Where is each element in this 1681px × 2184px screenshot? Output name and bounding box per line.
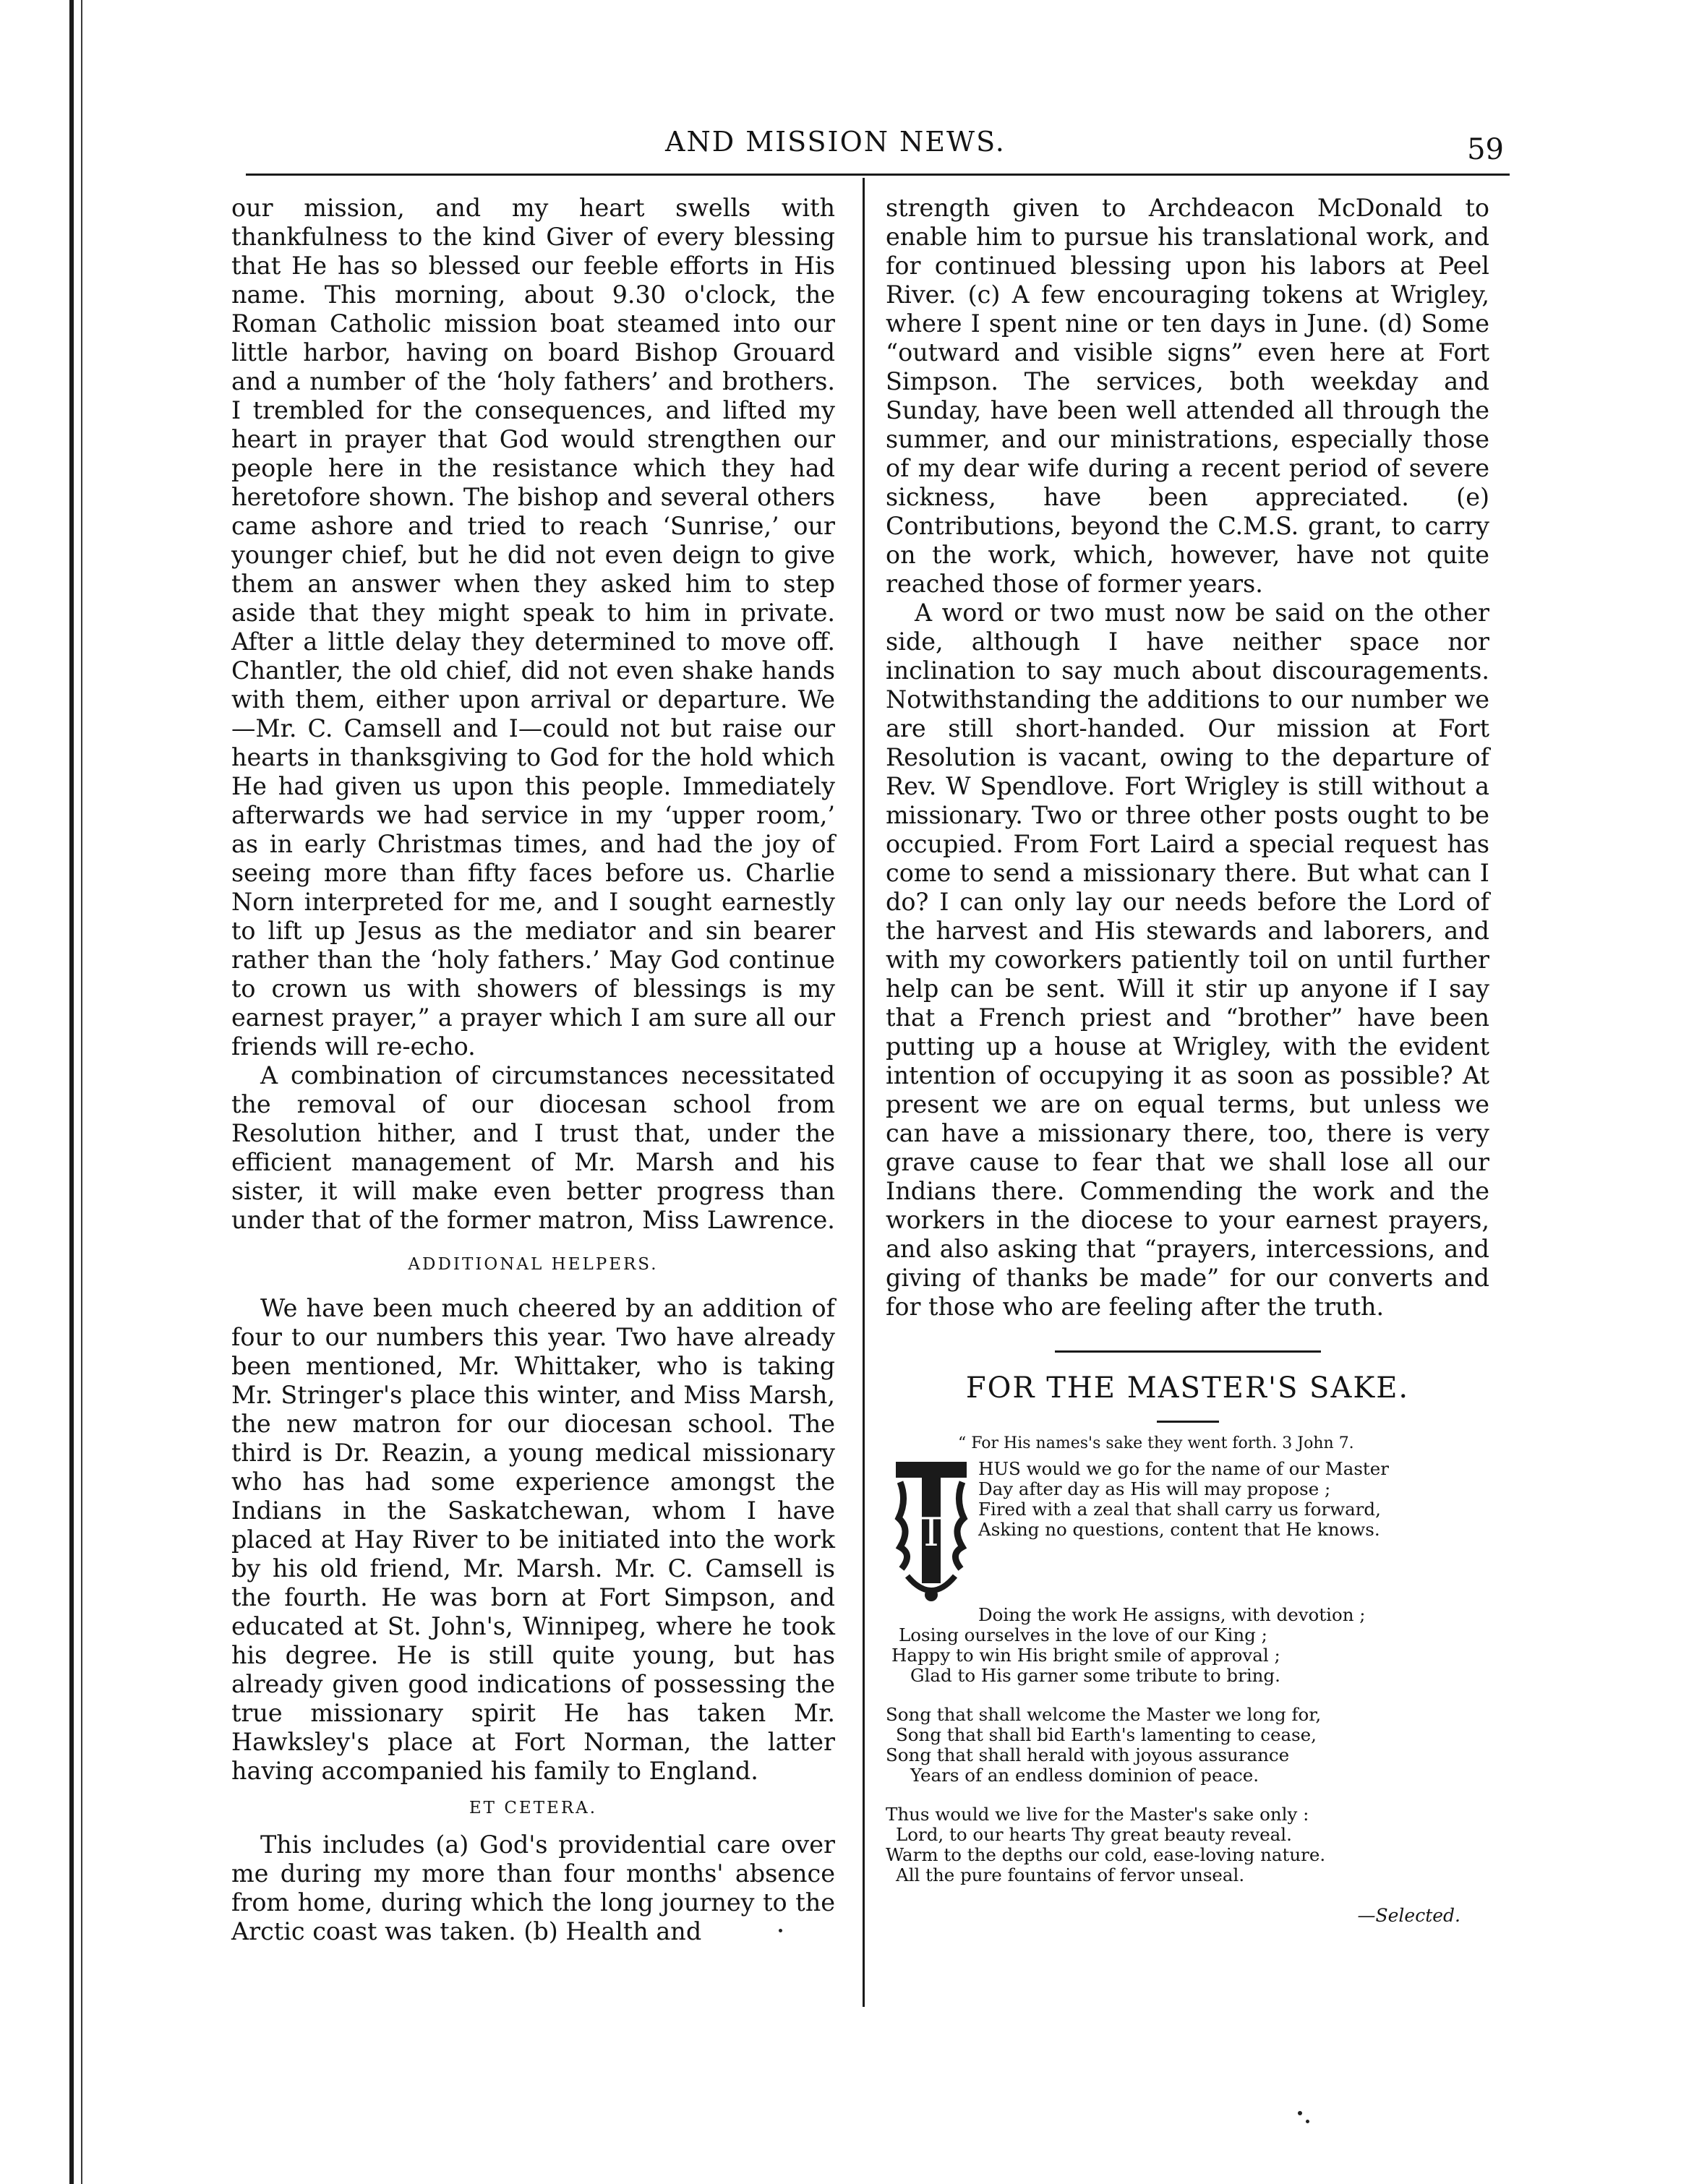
column-divider bbox=[863, 178, 865, 2007]
poem-line: Glad to His garner some tribute to bring. bbox=[910, 1665, 1280, 1686]
title-rule bbox=[1157, 1421, 1219, 1423]
section-heading-additional-helpers: ADDITIONAL HELPERS. bbox=[408, 1255, 659, 1274]
poem-line: Doing the work He assigns, with devotion ; bbox=[978, 1604, 1366, 1625]
paragraph: A word or two must now be said on the other side, although I have neither space nor inclination to say much about discouragements. Notwithstanding the additions to our number we are still short-handed. Our mission at Fort Resolution is vacant, owing to the departure of Rev. W Spendlove. Fort Wrigley is still without a missionary. Two or three other posts ought to be occupied. From Fort Laird a special request has come to send a missionary there. But what can I do? I can only lay our needs before the Lord of the harvest and His stewards and laborers, and with my coworkers patiently toil on until further help can be sent. Will it stir up anyone if I say that a French priest and “brother” have been putting up a house at Wrigley, with the evident intention of occupying it as soon as possible? At present we are on equal terms, but unless we can have a missionary there, too, there is very grave cause to fear that we shall lose all our Indians there. Commending the work and the workers in the diocese to your earnest prayers, and also asking that “prayers, intercessions, and giving of thanks be made” for our converts and for those who are feeling after the truth. bbox=[886, 599, 1489, 1321]
poem-stanza bbox=[886, 1705, 1489, 1786]
poem-line: Song that shall welcome the Master we long for, bbox=[886, 1704, 1322, 1725]
poem-line: Years of an endless dominion of peace. bbox=[910, 1765, 1259, 1786]
poem-stanza bbox=[886, 1804, 1489, 1885]
poem-stanza bbox=[886, 1459, 1489, 1686]
scan-speck bbox=[1298, 2111, 1302, 2115]
scan-speck bbox=[1306, 2120, 1309, 2123]
ornamental-drop-cap-icon bbox=[893, 1460, 970, 1608]
page-header bbox=[246, 123, 1511, 166]
scan-speck bbox=[779, 1929, 782, 1932]
poem-epigraph: “ For His names's sake they went forth. 3 John 7. bbox=[958, 1434, 1354, 1452]
paragraph: our mission, and my heart swells with thankfulness to the kind Giver of every blessing that He has so blessed our feeble efforts in His name. This morning, about 9.30 o'clock, the Roman Catholic mission boat steamed into our little harbor, having on board Bishop Grouard and a number of the ‘holy fathers’ and brothers. I trembled for the consequences, and lifted my heart in prayer that God would strengthen our people here in the resistance which they had heretofore shown. The bishop and several others came ashore and tried to reach ‘Sunrise,’ our younger chief, but he did not even deign to give them an answer when they asked him to step aside that they might speak to him in private. After a little delay they determined to move off. Chantler, the old chief, did not even shake hands with them, either upon arrival or departure. We—Mr. C. Camsell and I—could not but raise our hearts in thanksgiving to God for the hold which He had given us upon this people. Immediately afterwards we had service in my ‘upper room,’ as in early Christmas times, and had the joy of seeing more than fifty faces before us. Charlie Norn interpreted for me, and I sought earnestly to lift up Jesus as the mediator and sin bearer rather than the ‘holy fathers.’ May God continue to crown us with showers of blessings is my earnest prayer,” a prayer which I am sure all our friends will re-echo. bbox=[231, 194, 835, 1061]
poem-line: Fired with a zeal that shall carry us forward, bbox=[978, 1499, 1381, 1520]
svg-text:T: T bbox=[918, 1509, 945, 1555]
paragraph: strength given to Archdeacon McDonald to enable him to pursue his translational work, and for continued blessing upon his labors at Peel River. (c) A few encouraging tokens at Wrigley, where I spent nine or ten days in June. (d) Some “outward and visible signs” even here at Fort Simpson. The services, both weekday and Sunday, have been well attended all through the summer, and our ministrations, especially those of my dear wife during a recent period of severe sickness, have been appreciated. (e) Contributions, beyond the C.M.S. grant, to carry on the work, which, however, have not quite reached those of former years. bbox=[886, 194, 1489, 598]
poem-line: Happy to win His bright smile of approval ; bbox=[891, 1645, 1280, 1666]
page-number: 59 bbox=[1467, 133, 1504, 166]
scan-binding-edge bbox=[69, 0, 74, 2184]
poem-line: Warm to the depths our cold, ease-loving nature. bbox=[886, 1844, 1326, 1865]
paragraph: This includes (a) God's providential care over me during my more than four months' absence from home, during which the long journey to the Arctic coast was taken. (b) Health and bbox=[231, 1830, 835, 1945]
left-column bbox=[231, 194, 835, 1946]
poem-line: Song that shall herald with joyous assurance bbox=[886, 1744, 1290, 1765]
scan-binding-edge-thin bbox=[81, 0, 82, 2184]
poem-line: Song that shall bid Earth's lamenting to cease, bbox=[896, 1724, 1317, 1745]
poem-attribution: —Selected. bbox=[1357, 1905, 1460, 1926]
header-rule bbox=[246, 174, 1510, 176]
right-column bbox=[886, 194, 1489, 1930]
paragraph: We have been much cheered by an addition of four to our numbers this year. Two have already been mentioned, Mr. Whittaker, who is taking Mr. Stringer's place this winter, and Miss Marsh, the new matron for our diocesan school. The third is Dr. Reazin, a young medical missionary who has had some experience amongst the Indians in the Saskatchewan, whom I have placed at Hay River to be initiated into the work by his old friend, Mr. Marsh. Mr. C. Camsell is the fourth. He was born at Fort Simpson, and educated at St. John's, Winnipeg, where he took his degree. He is still quite young, but has already given good indications of possessing the true missionary spirit He has taken Mr. Hawksley's place at Fort Norman, the latter having accompanied his family to England. bbox=[231, 1294, 835, 1785]
paragraph: A combination of circumstances necessitated the removal of our diocesan school from Resolution hither, and I trust that, under the efficient management of Mr. Marsh and his sister, it will make even better progress than under that of the former matron, Miss Lawrence. bbox=[231, 1061, 835, 1234]
section-divider-rule bbox=[1055, 1350, 1321, 1353]
poem-line: Thus would we live for the Master's sake only : bbox=[886, 1804, 1309, 1825]
poem-line: Day after day as His will may propose ; bbox=[978, 1478, 1331, 1499]
poem-line: Losing ourselves in the love of our King ; bbox=[899, 1624, 1267, 1645]
poem-line: Asking no questions, content that He knows. bbox=[978, 1519, 1380, 1540]
poem-line: Lord, to our hearts Thy great beauty reveal. bbox=[896, 1824, 1292, 1845]
poem-line: HUS would we go for the name of our Master bbox=[978, 1458, 1389, 1479]
poem-title: FOR THE MASTER'S SAKE. bbox=[965, 1371, 1410, 1405]
section-heading-et-cetera: ET CETERA. bbox=[469, 1799, 598, 1817]
poem-body bbox=[886, 1459, 1489, 1885]
poem-line: All the pure fountains of fervor unseal. bbox=[896, 1864, 1245, 1885]
running-head: AND MISSION NEWS. bbox=[665, 126, 1006, 158]
